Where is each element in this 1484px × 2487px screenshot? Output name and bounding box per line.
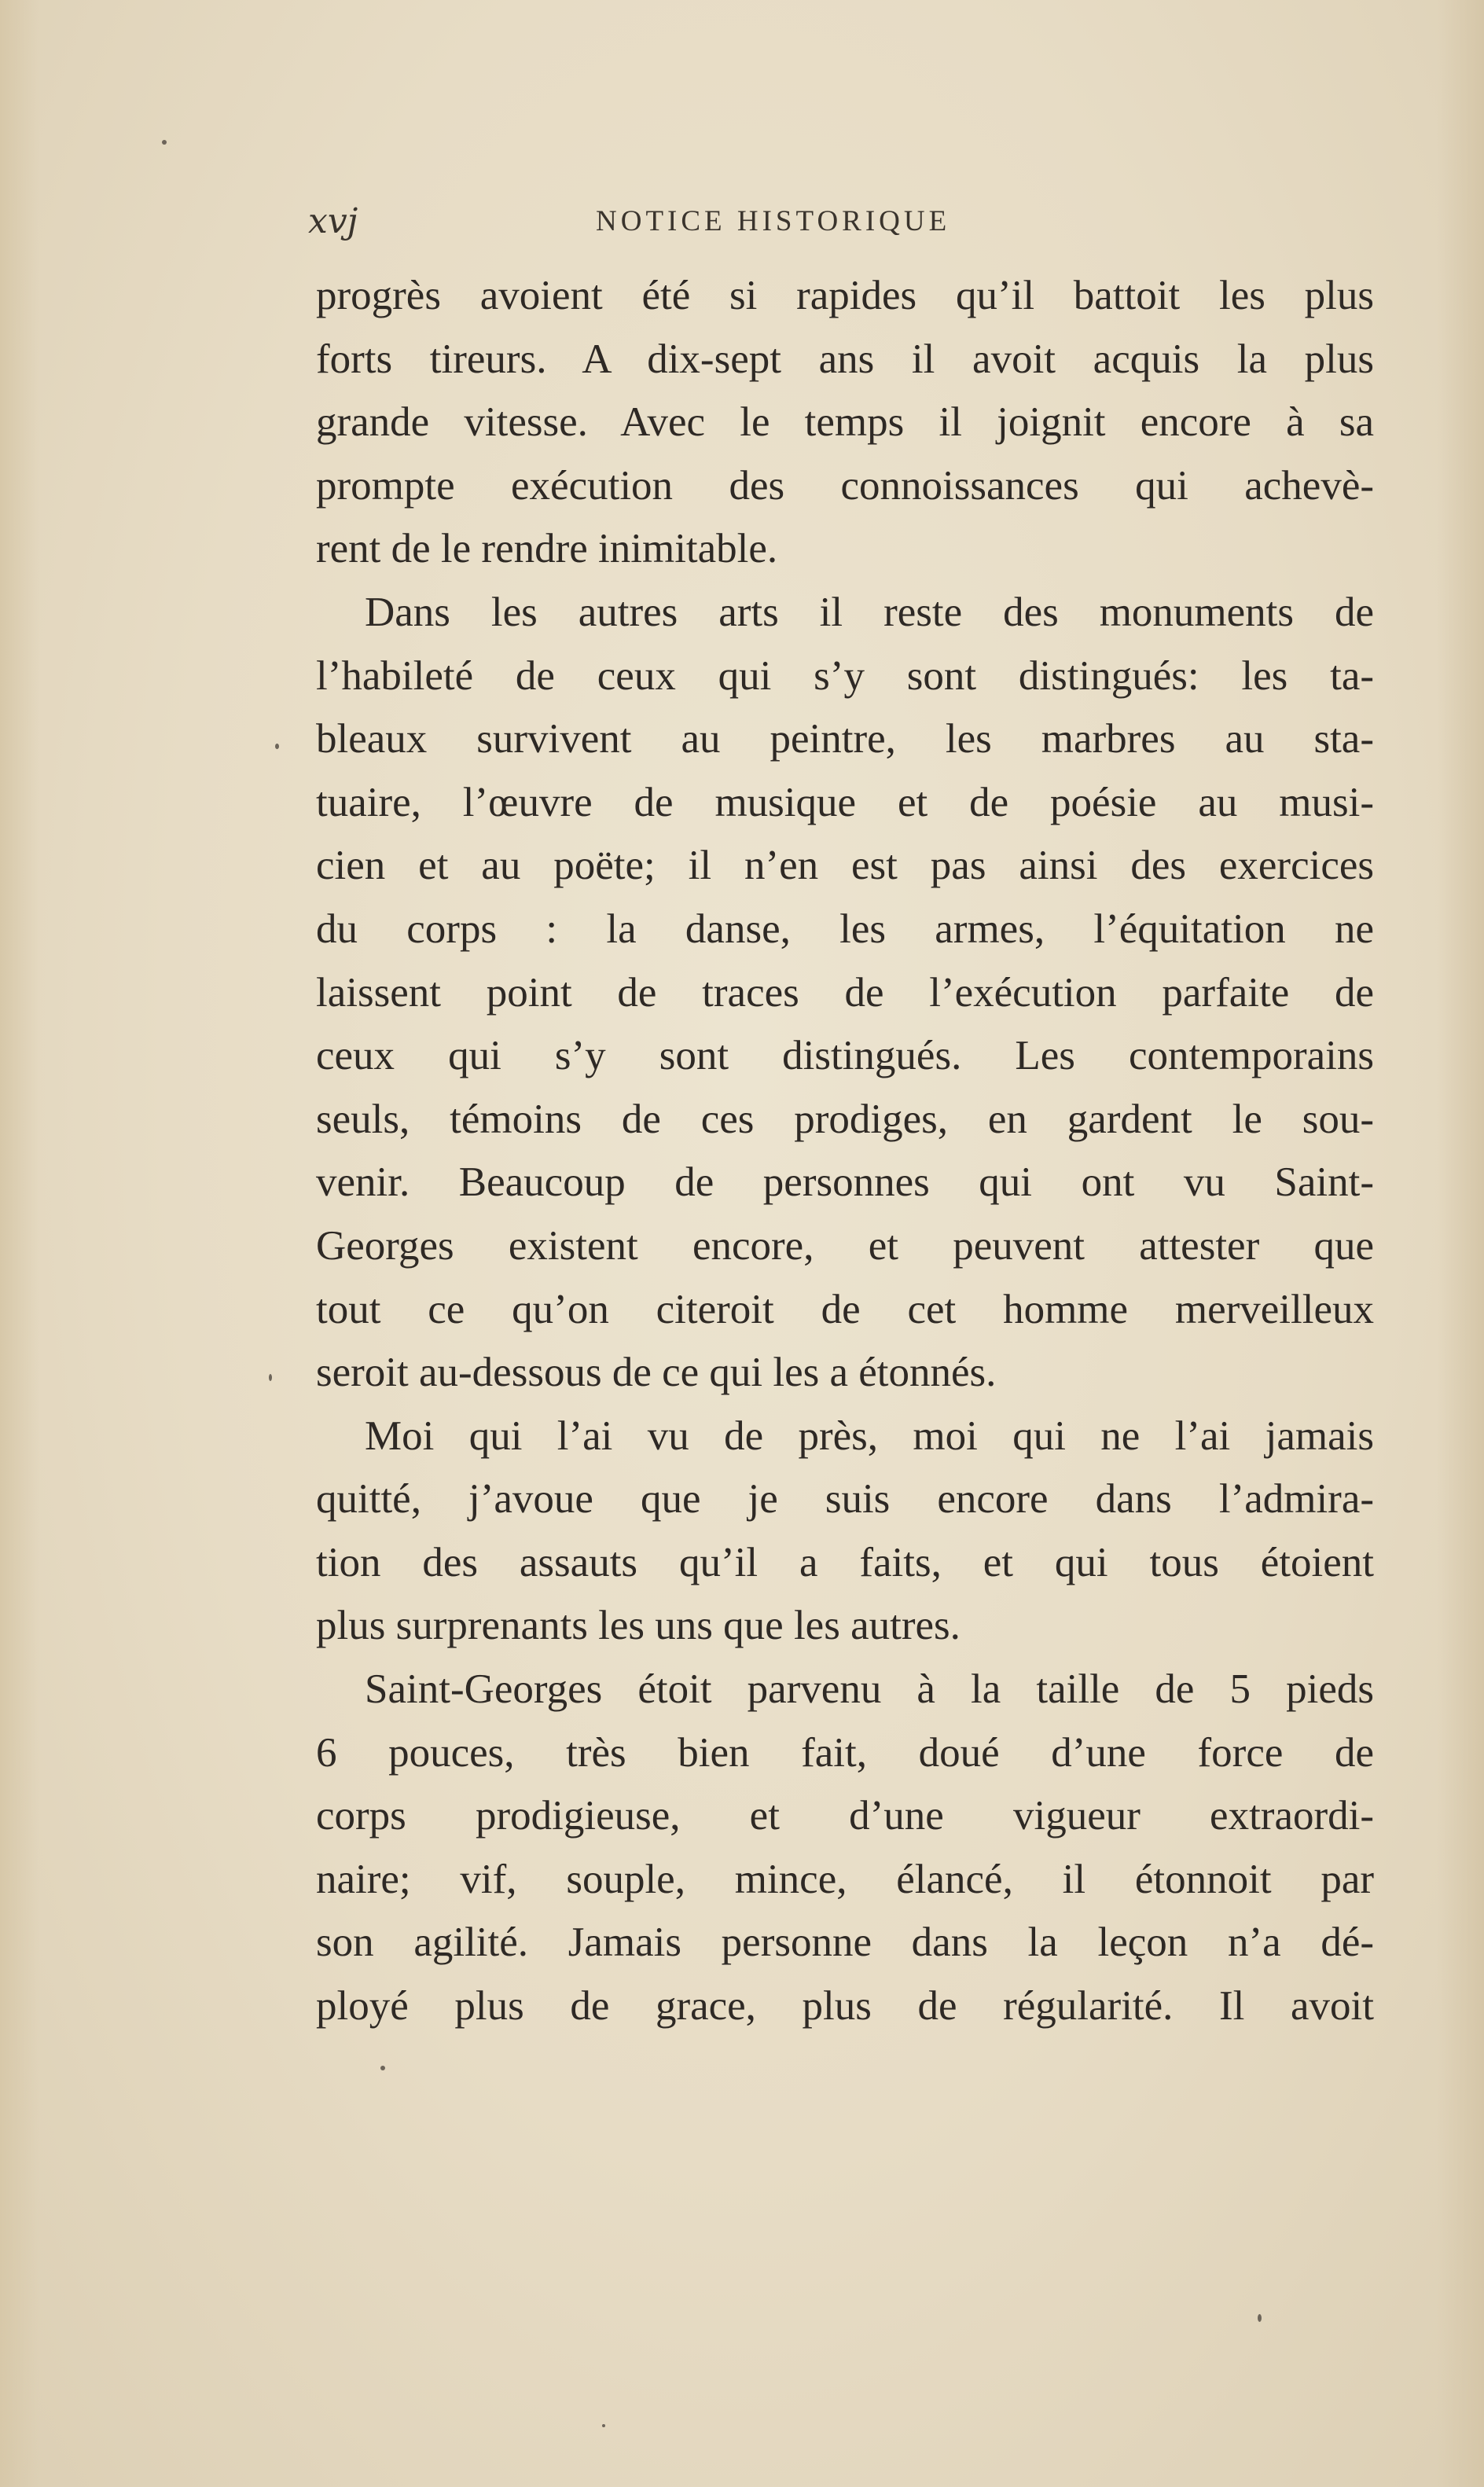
text-line: seuls, témoins de ces prodiges, en gardent le sou- <box>316 1096 1374 1142</box>
text-line: Georges existent encore, et peuvent attester que <box>316 1222 1374 1269</box>
text-line: progrès avoient été si rapides qu’il battoit les plus <box>316 273 1374 318</box>
text-line: bleaux survivent au peintre, les marbres au sta- <box>316 716 1374 762</box>
text-line: Dans les autres arts il reste des monuments de <box>365 589 1374 635</box>
paper-speck <box>269 1374 272 1381</box>
text-line: tout ce qu’on citeroit de cet homme merveilleux <box>316 1286 1374 1332</box>
text-line: grande vitesse. Avec le temps il joignit encore à sa <box>316 399 1374 446</box>
text-line: Moi qui l’ai vu de près, moi qui ne l’ai jamais <box>365 1412 1374 1459</box>
page-number: xvj <box>308 201 358 241</box>
text-line: Saint-Georges étoit parvenu à la taille de 5 pieds <box>365 1666 1374 1713</box>
text-line: son agilité. Jamais personne dans la leçon n’a dé- <box>316 1919 1374 1966</box>
text-line: tion des assauts qu’il a faits, et qui tous étoient <box>316 1539 1374 1585</box>
text-line: tuaire, l’œuvre de musique et de poésie au musi- <box>316 779 1374 825</box>
text-line: venir. Beaucoup de personnes qui ont vu Saint- <box>316 1159 1374 1206</box>
text-line: plus surprenants les uns que les autres. <box>316 1603 961 1649</box>
text-line: corps prodigieuse, et d’une vigueur extraordi- <box>316 1793 1374 1839</box>
text-line: laissent point de traces de l’exécution parfaite de <box>316 969 1374 1016</box>
text-body <box>316 264 1374 2038</box>
paper-speck <box>1258 2314 1262 2322</box>
text-line: 6 pouces, très bien fait, doué d’une force de <box>316 1729 1374 1776</box>
text-line: l’habileté de ceux qui s’y sont distingués: les ta- <box>316 652 1374 699</box>
paper-speck <box>602 2424 605 2427</box>
text-line: naire; vif, souple, mince, élancé, il étonnoit par <box>316 1856 1374 1902</box>
text-line: quitté, j’avoue que je suis encore dans l’admira- <box>316 1476 1374 1523</box>
paper-speck <box>275 744 279 749</box>
text-line: ployé plus de grace, plus de régularité. Il avoit <box>316 1983 1374 2030</box>
page-edge-shadow-right <box>1437 0 1484 2487</box>
text-line: ceux qui s’y sont distingués. Les contemporains <box>316 1033 1374 1079</box>
text-line: du corps : la danse, les armes, l’équitation ne <box>316 906 1374 952</box>
text-line: forts tireurs. A dix-sept ans il avoit acquis la plus <box>316 336 1374 382</box>
running-title: NOTICE HISTORIQUE <box>596 205 951 237</box>
paper-speck <box>162 140 167 145</box>
running-head <box>308 201 1358 248</box>
text-line: cien et au poëte; il n’en est pas ainsi des exercices <box>316 843 1374 889</box>
page-edge-shadow-left <box>0 0 39 2487</box>
paper-speck <box>380 2066 385 2070</box>
text-line: rent de le rendre inimitable. <box>316 526 778 572</box>
text-line: prompte exécution des connoissances qui achevè- <box>316 462 1374 509</box>
text-line: seroit au-dessous de ce qui les a étonnés. <box>316 1350 997 1396</box>
